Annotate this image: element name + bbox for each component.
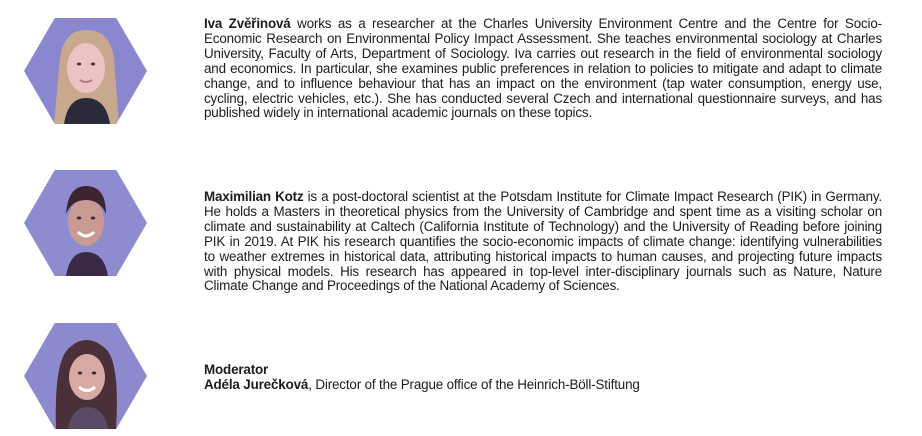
moderator-name: Adéla Jurečková <box>204 376 309 392</box>
name-iva-zverinova: Iva Zvěřinová <box>204 16 291 31</box>
bio-text-iva: works as a researcher at the Charles University Environment Centre and the Centre for Socio-Economic Research on Environmental Policy Impact Assessment. She teaches environmental sociology at Charles University, Faculty of Arts, Department of Sociology. Iva carries out research in the field of environmental sociology and economics. In particular, she examines public preferences in relation to policies to mitigate and adapt to climate change, and to influence behaviour that has an impact on the environment (tap water consumption, energy use, cycling, electric vehicles, etc.). She has conducted several Czech and international questionnaire surveys, and has published widely in international academic journals on these topics. <box>204 16 882 121</box>
bio-iva-zverinova <box>204 17 882 121</box>
portrait-iva-zverinova <box>24 18 147 124</box>
portrait-adela-icon <box>24 323 147 429</box>
portrait-maximilian-icon <box>24 170 147 276</box>
portrait-maximilian-kotz <box>24 170 147 276</box>
moderator-heading: Moderator <box>204 362 269 377</box>
name-maximilian-kotz: Maximilian Kotz <box>204 189 304 204</box>
bio-maximilian-kotz <box>204 190 882 294</box>
portrait-iva-icon <box>24 18 147 124</box>
moderator-bio: , Director of the Prague office of the Heinrich-Böll-Stiftung <box>308 376 640 392</box>
moderator-block <box>204 363 882 393</box>
bio-text-maximilian: is a post-doctoral scientist at the Potsdam Institute for Climate Impact Research (PIK) in Germany. He holds a Masters in theoretical physics from the University of Cambridge and spent time as a visiting scholar on climate and sustainability at Caltech (California Institute of Technology) and the University of Reading before joining PIK in 2019. At PIK his research quantifies the socio-economic impacts of climate change: identifying vulnerabilities to weather extremes in historical data, attributing historical impacts to human causes, and projecting future impacts with physical models. His research has appeared in top-level inter-disciplinary journals such as Nature, Nature Climate Change and Proceedings of the National Academy of Sciences. <box>204 189 882 294</box>
portrait-adela-jureckova <box>24 323 147 429</box>
